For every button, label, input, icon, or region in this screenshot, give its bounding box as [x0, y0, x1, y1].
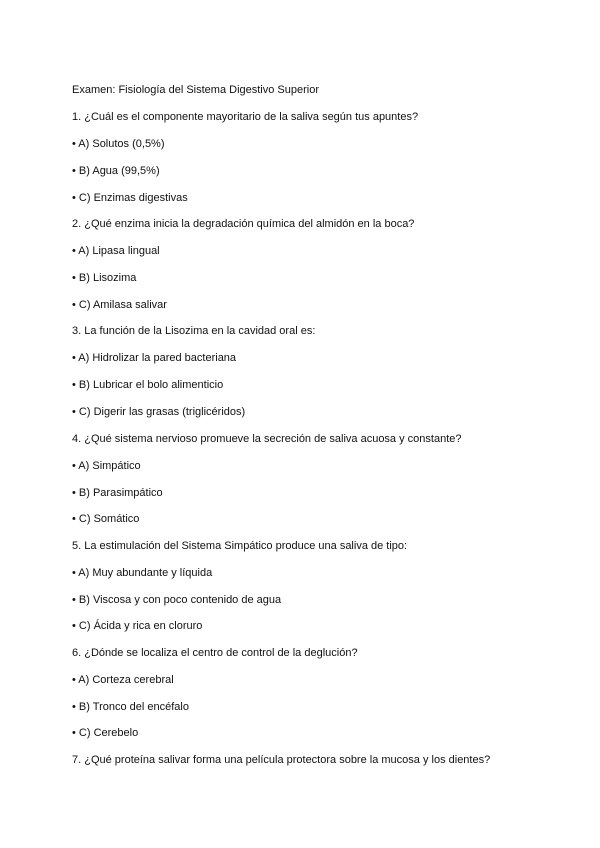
question-1-option-c: • C) Enzimas digestivas	[72, 192, 188, 204]
question-2-option-c: • C) Amilasa salivar	[72, 299, 167, 311]
question-6-option-c: • C) Cerebelo	[72, 727, 139, 739]
question-6-option-b: • B) Tronco del encéfalo	[72, 701, 189, 713]
question-3-option-b: • B) Lubricar el bolo alimenticio	[72, 379, 224, 391]
question-1-option-b: • B) Agua (99,5%)	[72, 165, 160, 177]
question-1: 1. ¿Cuál es el componente mayoritario de la saliva según tus apuntes?	[72, 111, 419, 123]
question-5-option-a: • A) Muy abundante y líquida	[72, 567, 213, 579]
question-2: 2. ¿Qué enzima inicia la degradación química del almidón en la boca?	[72, 218, 415, 230]
question-1-option-a: • A) Solutos (0,5%)	[72, 138, 165, 150]
question-4-option-a: • A) Simpático	[72, 460, 141, 472]
question-3-option-c: • C) Digerir las grasas (triglicéridos)	[72, 406, 246, 418]
question-4-option-c: • C) Somático	[72, 513, 140, 525]
question-3: 3. La función de la Lisozima en la cavidad oral es:	[72, 325, 316, 337]
question-5-option-c: • C) Ácida y rica en cloruro	[72, 620, 203, 632]
exam-title: Examen: Fisiología del Sistema Digestivo Superior	[72, 84, 320, 96]
question-2-option-a: • A) Lipasa lingual	[72, 245, 160, 257]
question-4: 4. ¿Qué sistema nervioso promueve la secreción de saliva acuosa y constante?	[72, 433, 462, 445]
question-4-option-b: • B) Parasimpático	[72, 487, 163, 499]
question-6-option-a: • A) Corteza cerebral	[72, 674, 174, 686]
question-6: 6. ¿Dónde se localiza el centro de control de la deglución?	[72, 647, 358, 659]
question-5-option-b: • B) Viscosa y con poco contenido de agua	[72, 594, 282, 606]
question-2-option-b: • B) Lisozima	[72, 272, 137, 284]
question-7: 7. ¿Qué proteína salivar forma una película protectora sobre la mucosa y los dientes?	[72, 754, 491, 766]
question-3-option-a: • A) Hidrolizar la pared bacteriana	[72, 352, 237, 364]
question-5: 5. La estimulación del Sistema Simpático produce una saliva de tipo:	[72, 540, 408, 552]
